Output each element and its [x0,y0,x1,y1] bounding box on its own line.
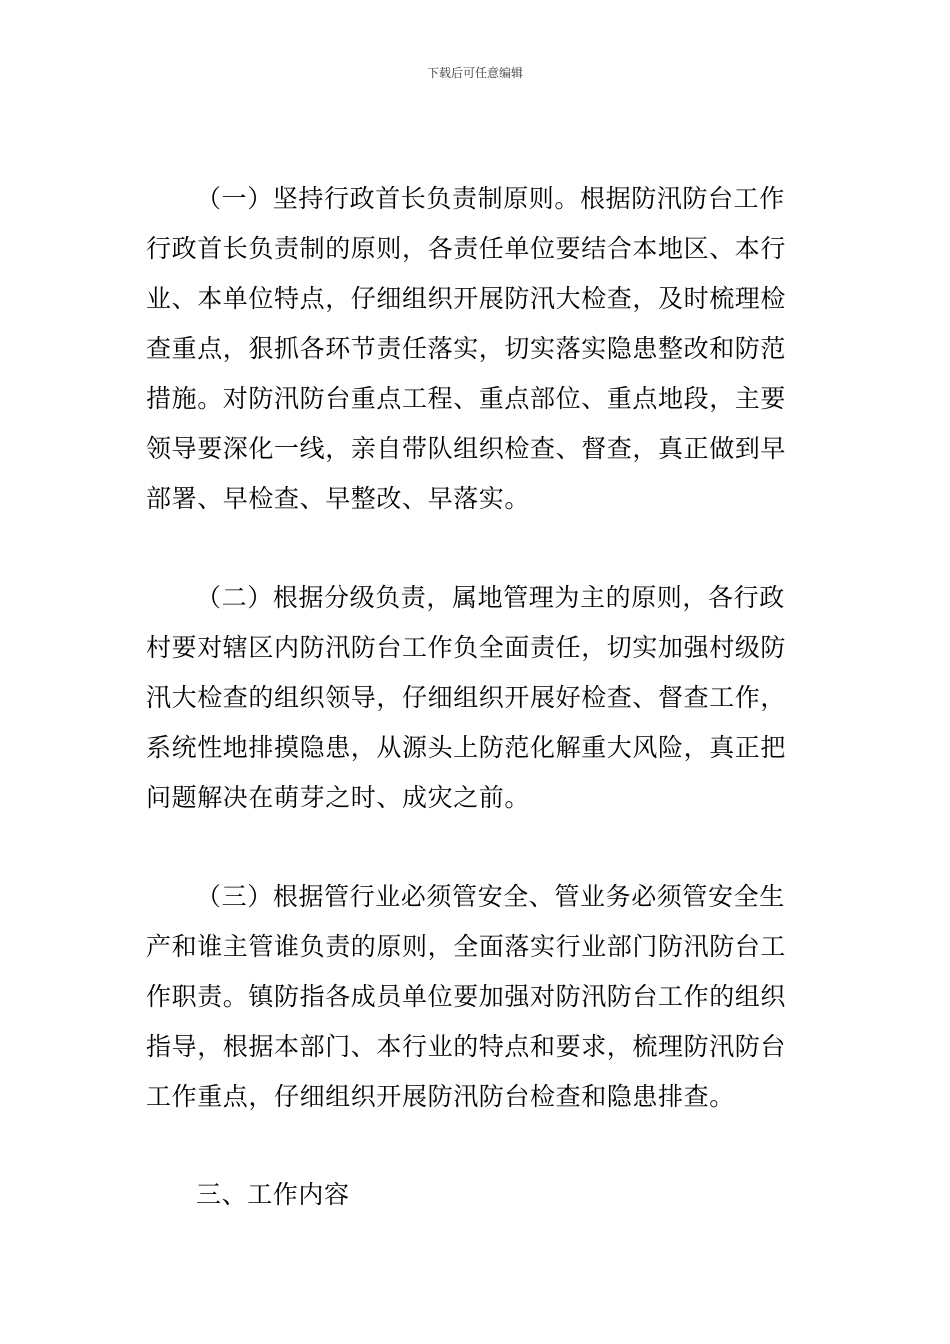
paragraph-line: 问题解决在萌芽之时、成灾之前。 [146,783,531,812]
paragraph-line: 工作重点，仔细组织开展防汛防台检查和隐患排查。 [146,1082,735,1111]
page-header: 下载后可任意编辑 [426,66,523,80]
paragraph-line: （三）根据管行业必须管安全、管业务必须管安全生 [196,882,785,911]
paragraph-line: 汛大检查的组织领导，仔细组织开展好检查、督查工作， [146,683,787,712]
section-heading: 三、工作内容 [196,1180,350,1209]
paragraph-line: （二）根据分级负责，属地管理为主的原则，各行政 [196,583,785,612]
paragraph-line: 领导要深化一线，亲自带队组织检查、督查，真正做到早 [146,434,787,463]
paragraph-line: 部署、早检查、早整改、早落实。 [146,484,531,513]
paragraph-line: 村要对辖区内防汛防台工作负全面责任，切实加强村级防 [146,633,787,662]
paragraph-line: 业、本单位特点，仔细组织开展防汛大检查，及时梳理检 [146,284,787,313]
paragraph-line: 查重点，狠抓各环节责任落实，切实落实隐患整改和防范 [146,334,787,363]
paragraph-line: 作职责。镇防指各成员单位要加强对防汛防台工作的组织 [146,982,787,1011]
paragraph-line: 系统性地排摸隐患，从源头上防范化解重大风险，真正把 [146,733,787,762]
paragraph-line: （一）坚持行政首长负责制原则。根据防汛防台工作 [196,184,785,213]
paragraph-line: 措施。对防汛防台重点工程、重点部位、重点地段，主要 [146,384,787,413]
paragraph-line: 产和谁主管谁负责的原则，全面落实行业部门防汛防台工 [146,932,787,961]
paragraph-line: 行政首长负责制的原则，各责任单位要结合本地区、本行 [146,234,787,263]
paragraph-line: 指导，根据本部门、本行业的特点和要求，梳理防汛防台 [146,1032,787,1061]
